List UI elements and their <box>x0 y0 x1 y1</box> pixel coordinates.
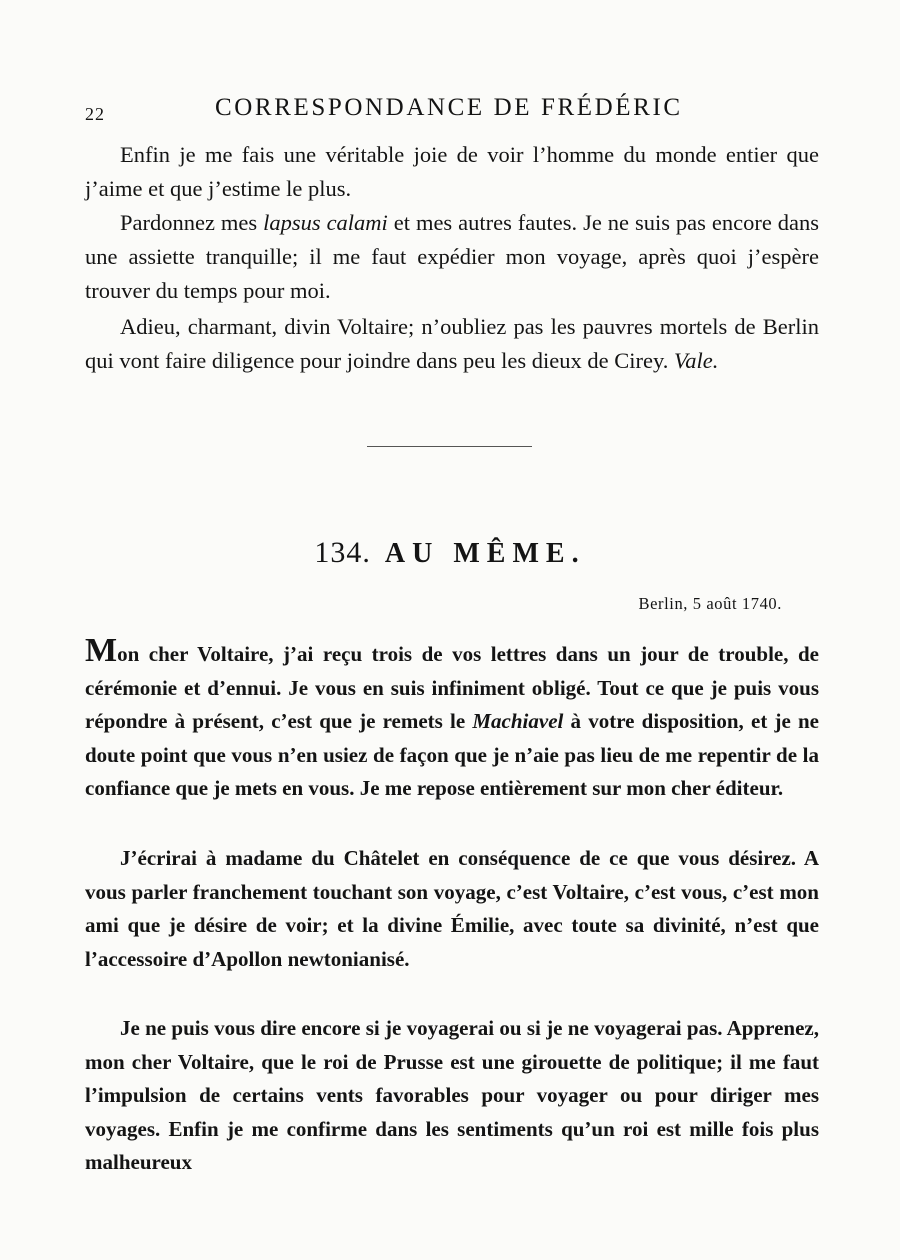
italic-latin-phrase: lapsus calami <box>263 210 388 235</box>
previous-letter-paragraph-3 <box>85 310 819 378</box>
section-divider <box>367 446 532 447</box>
text-segment: Pardonnez mes <box>120 210 264 235</box>
previous-letter-paragraph-2 <box>85 206 819 308</box>
page-number: 22 <box>85 104 105 124</box>
letter-title: AU MÊME. <box>384 538 586 569</box>
italic-book-title: Machiavel <box>472 709 564 733</box>
letter-heading <box>0 536 900 570</box>
italic-valediction: Vale. <box>674 348 719 373</box>
running-head: CORRESPONDANCE DE FRÉDÉRIC <box>215 94 683 121</box>
letter-paragraph-3: Je ne puis vous dire encore si je voyagerai ou si je ne voyagerai pas. Apprenez, mon cher Voltaire, que le roi de Prusse est une girouette de politique; il me faut l’impulsion de certains vents favorables pour voyager ou pour diriger mes voyages. Enfin je me confirme dans les sentiments qu’un roi est mille fois plus malheureux <box>85 1016 819 1174</box>
text-segment: à votre disposition, et je ne doute point que vous n’en usiez de façon que je n’aie pas lieu de me repentir de la confiance que je mets en vous. Je me repose entièrement sur mon cher éditeur. <box>85 709 819 800</box>
letter-dateline: Berlin, 5 août 1740. <box>638 594 782 613</box>
letter-paragraph-2: J’écrirai à madame du Châtelet en conséquence de ce que vous désirez. A vous parler franchement touchant son voyage, c’est Voltaire, c’est vous, c’est mon ami que je désire de voir; et la divine Émilie, avec toute sa divinité, n’est que l’accessoire d’Apollon newtonianisé. <box>85 846 819 971</box>
previous-letter-paragraph-1: Enfin je me fais une véritable joie de voir l’homme du monde entier que j’aime et que j’estime le plus. <box>85 142 819 201</box>
text-segment: on cher Voltaire, j’ai reçu trois de vos lettres dans un jour de trouble, de cérémonie et d’ennui. Je vous en suis infiniment obligé. Tout ce que je puis vous répondre à présent, c’est que je remets le <box>85 642 819 733</box>
letter-paragraph-1 <box>85 632 819 806</box>
letter-number: 134. <box>314 536 371 569</box>
drop-cap: M <box>85 632 118 669</box>
text-segment: Adieu, charmant, divin Voltaire; n’oubliez pas les pauvres mortels de Berlin qui vont faire diligence pour joindre dans peu les dieux de Cirey. <box>85 314 819 373</box>
text-segment: et mes autres fautes. Je ne suis pas encore dans une assiette tranquille; il me faut expédier mon voyage, après quoi j’espère trouver du temps pour moi. <box>85 210 819 303</box>
